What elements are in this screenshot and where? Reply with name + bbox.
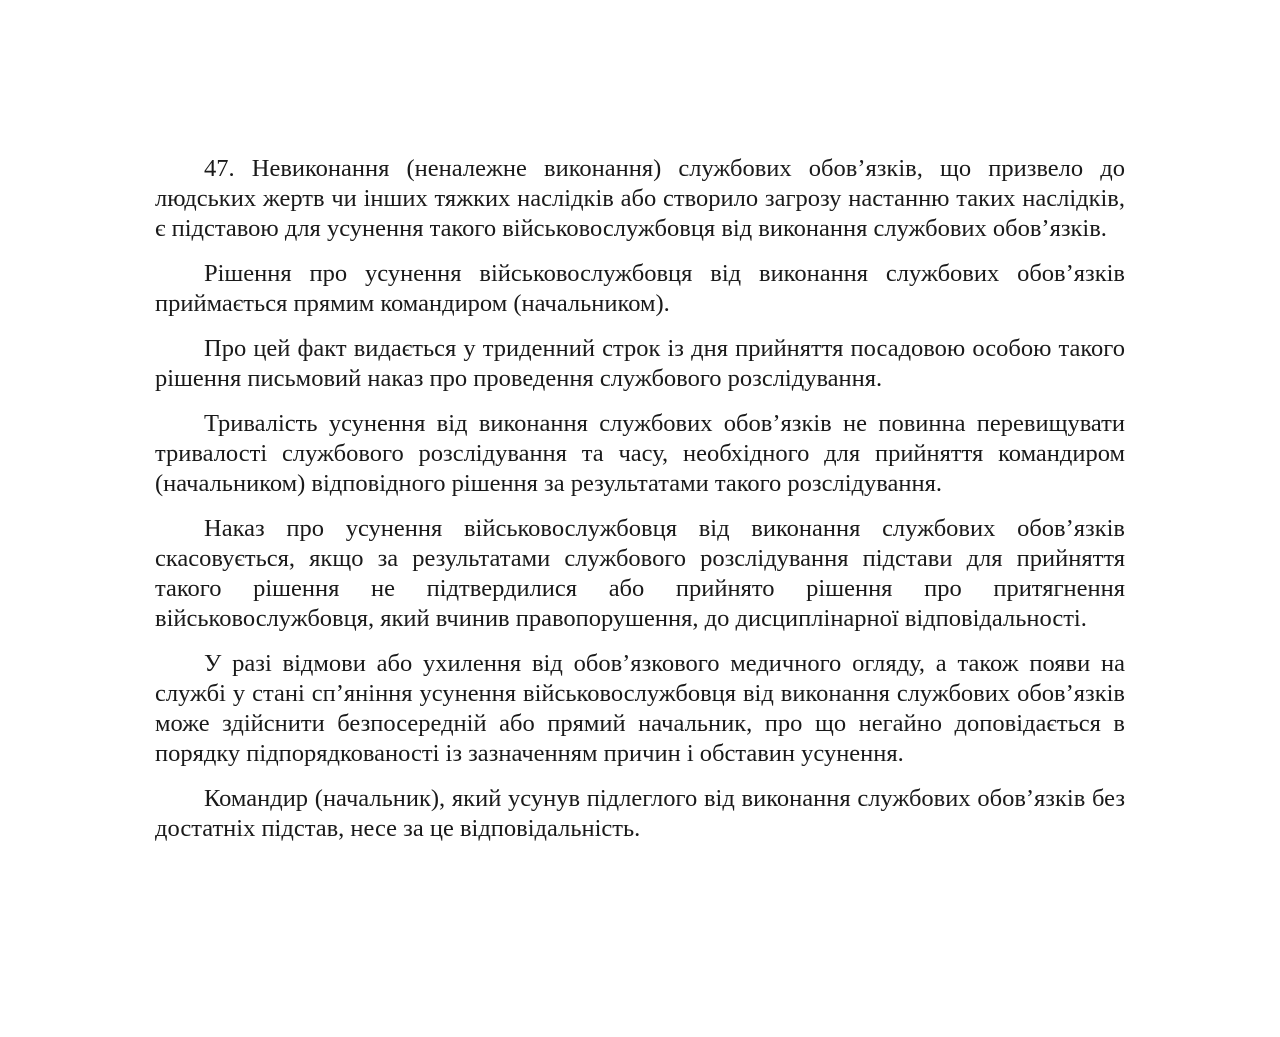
paragraph-order: Про цей факт видається у триденний строк із дня прийняття посадовою особою такого рішення письмовий наказ про проведення службового розслідування. (155, 335, 1125, 392)
document-body (155, 154, 1125, 844)
paragraph-47-grounds: 47. Невиконання (неналежне виконання) службових обов’язків, що призвело до людських жертв чи інших тяжких наслідків або створило загрозу настанню таких наслідків, є підставою для усунення такого військовослужбовця від виконання службових обов’язків. (155, 155, 1125, 242)
paragraph-responsibility: Командир (начальник), який усунув підлеглого від виконання службових обов’язків без достатніх підстав, несе за це відповідальність. (155, 785, 1125, 842)
paragraph-decision: Рішення про усунення військовослужбовця від виконання службових обов’язків приймається прямим командиром (начальником). (155, 260, 1125, 317)
paragraph-medical-refusal: У разі відмови або ухилення від обов’язкового медичного огляду, а також появи на службі у стані сп’яніння усунення військовослужбовця від виконання службових обов’язків може здійснити безпосередній або прямий начальник, про що негайно доповідається в порядку підпорядкованості із зазначенням причин і обставин усунення. (155, 650, 1125, 767)
paragraph-duration: Тривалість усунення від виконання службових обов’язків не повинна перевищувати тривалості службового розслідування та часу, необхідного для прийняття командиром (начальником) відповідного рішення за результатами такого розслідування. (155, 410, 1125, 497)
paragraph-cancellation: Наказ про усунення військовослужбовця від виконання службових обов’язків скасовується, якщо за результатами службового розслідування підстави для прийняття такого рішення не підтвердилися або прийнято рішення про притягнення військовослужбовця, який вчинив правопорушення, до дисциплінарної відповідальності. (155, 515, 1125, 632)
